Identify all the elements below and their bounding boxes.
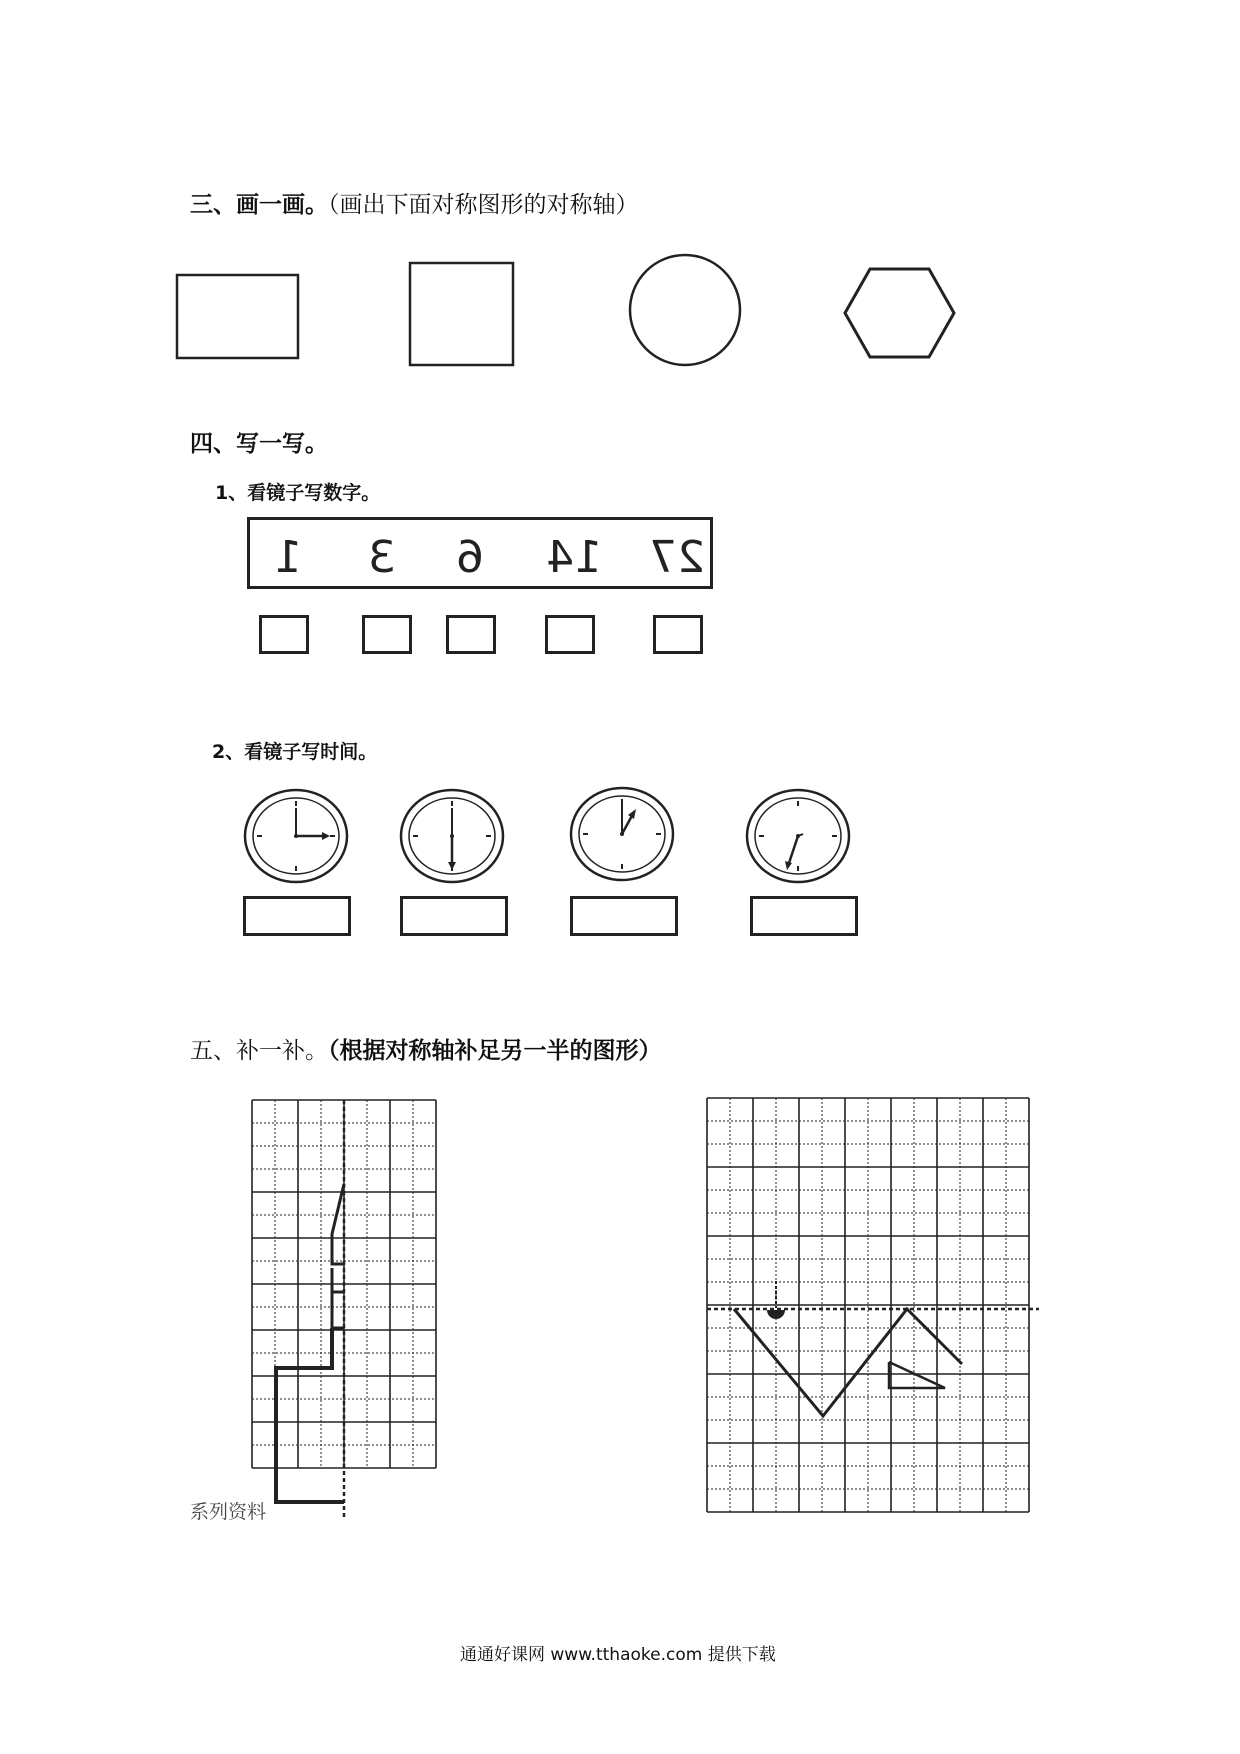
mirrored-number: 3: [368, 532, 396, 583]
half-figure: [332, 1268, 344, 1328]
section5-instruction: （根据对称轴补足另一半的图形）: [328, 1038, 662, 1064]
q2-label: 2、看镜子写时间。: [212, 741, 378, 763]
clock-icon: [747, 790, 849, 882]
section5-title: 五、补一补。: [190, 1038, 328, 1064]
answer-box-time[interactable]: [243, 896, 351, 936]
answer-box-time[interactable]: [570, 896, 678, 936]
mirrored-number: 14: [546, 532, 602, 583]
section5-heading: [190, 1032, 662, 1065]
side-note: 系列资料: [190, 1501, 267, 1523]
answer-box-time[interactable]: [750, 896, 858, 936]
mirrored-number: 6: [456, 532, 484, 583]
answer-box-time[interactable]: [400, 896, 508, 936]
grid-left: [252, 1100, 440, 1520]
half-figure: [332, 1184, 344, 1264]
clock-icon: [571, 788, 673, 880]
grid-right: [707, 1098, 1039, 1516]
section3-instruction: （画出下面对称图形的对称轴）: [328, 192, 639, 218]
footer: 通通好课网 www.tthaoke.com 提供下载: [460, 1645, 776, 1665]
clock-icon: [401, 790, 503, 882]
mirrored-number: 27: [649, 532, 705, 583]
section4-title: 四、写一写。: [190, 431, 328, 457]
semicircle-mark: [767, 1310, 785, 1319]
q1-label: 1、看镜子写数字。: [215, 482, 381, 504]
mirrored-number: 1: [274, 532, 302, 583]
half-figure: [276, 1328, 344, 1502]
half-figure: [734, 1309, 962, 1416]
clock-icon: [245, 790, 347, 882]
section3-title: 三、画一画。: [190, 192, 328, 218]
